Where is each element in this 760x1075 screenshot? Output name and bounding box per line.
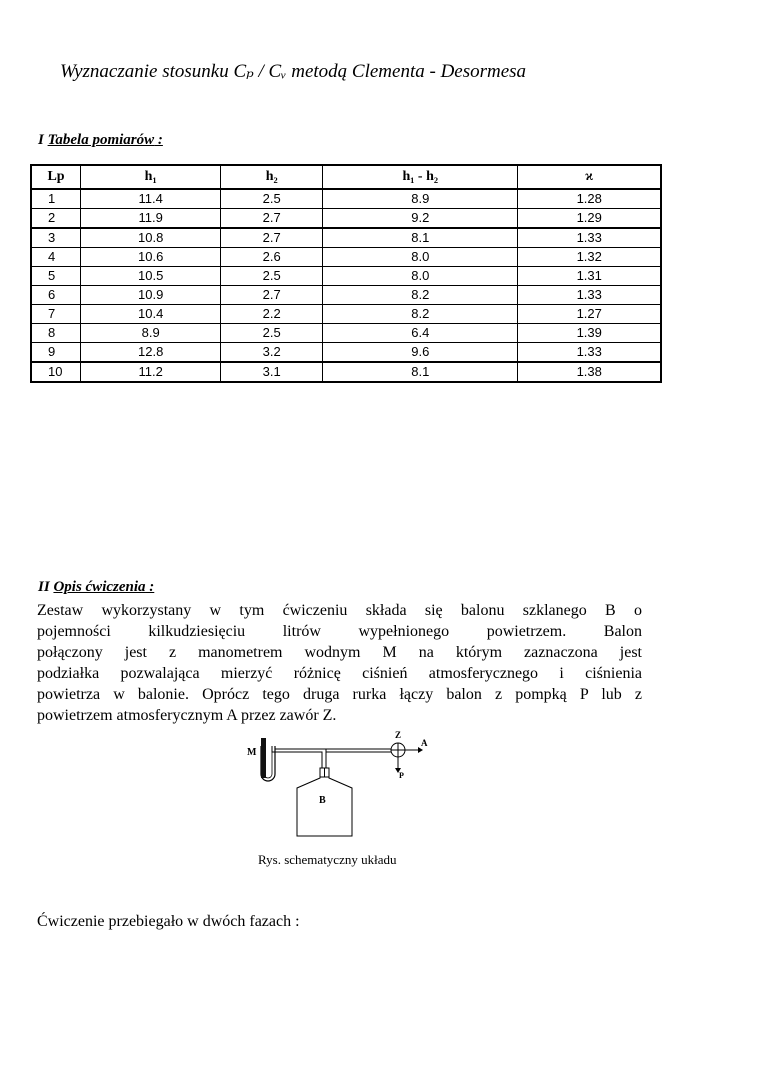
cell-h2: 2.5 bbox=[221, 324, 323, 343]
cell-kappa: 1.32 bbox=[518, 248, 661, 267]
section-number: II bbox=[38, 579, 50, 595]
label-b: B bbox=[319, 795, 326, 806]
cell-diff: 8.2 bbox=[323, 286, 518, 305]
cell-diff: 6.4 bbox=[323, 324, 518, 343]
cell-h2: 2.6 bbox=[221, 248, 323, 267]
cell-h1: 11.4 bbox=[81, 189, 221, 209]
cell-diff: 8.1 bbox=[323, 228, 518, 248]
cell-h2: 3.1 bbox=[221, 362, 323, 382]
description-line: powietrzem atmosferycznym A przez zawór Z. bbox=[37, 707, 337, 724]
section-heading-description bbox=[38, 579, 154, 596]
cell-kappa: 1.38 bbox=[518, 362, 661, 382]
section-number: I bbox=[38, 132, 44, 148]
cell-h1: 10.9 bbox=[81, 286, 221, 305]
description-line: podziałka pozwalająca mierzyć różnicę ciśnień atmosferycznego i ciśnienia bbox=[37, 665, 642, 682]
cell-h1: 11.2 bbox=[81, 362, 221, 382]
cell-diff: 8.0 bbox=[323, 248, 518, 267]
label-z: Z bbox=[395, 730, 402, 740]
cell-diff: 9.6 bbox=[323, 343, 518, 363]
measurements-table bbox=[30, 164, 662, 383]
cell-diff: 8.0 bbox=[323, 267, 518, 286]
table-row bbox=[31, 362, 661, 382]
column-header-lp: Lp bbox=[31, 165, 81, 189]
page-title: Wyznaczanie stosunku Cₚ / Cᵥ metodą Clementa - Desormesa bbox=[60, 61, 527, 82]
cell-kappa: 1.27 bbox=[518, 305, 661, 324]
cell-h2: 2.5 bbox=[221, 189, 323, 209]
cell-lp: 8 bbox=[31, 324, 81, 343]
cell-diff: 9.2 bbox=[323, 209, 518, 229]
cell-kappa: 1.33 bbox=[518, 343, 661, 363]
section-title: Tabela pomiarów bbox=[47, 132, 155, 148]
cell-lp: 1 bbox=[31, 189, 81, 209]
section-colon: : bbox=[145, 579, 155, 595]
table-row bbox=[31, 209, 661, 229]
cell-h2: 2.7 bbox=[221, 228, 323, 248]
section-title: Opis ćwiczenia bbox=[53, 579, 146, 595]
cell-h2: 2.5 bbox=[221, 267, 323, 286]
cell-kappa: 1.33 bbox=[518, 286, 661, 305]
cell-diff: 8.1 bbox=[323, 362, 518, 382]
table-row bbox=[31, 286, 661, 305]
apparatus-schematic bbox=[240, 728, 440, 840]
cell-h2: 2.2 bbox=[221, 305, 323, 324]
cell-lp: 7 bbox=[31, 305, 81, 324]
cell-diff: 8.2 bbox=[323, 305, 518, 324]
cell-h2: 3.2 bbox=[221, 343, 323, 363]
cell-lp: 9 bbox=[31, 343, 81, 363]
cell-h1: 10.5 bbox=[81, 267, 221, 286]
section-heading-measurements bbox=[38, 132, 163, 149]
cell-lp: 10 bbox=[31, 362, 81, 382]
table-header-row bbox=[31, 165, 661, 189]
cell-h1: 10.8 bbox=[81, 228, 221, 248]
description-line: połączony jest z manometrem wodnym M na którym zaznaczona jest bbox=[37, 644, 642, 661]
column-header-h1-minus-h2: h₁ - h₂ bbox=[323, 165, 518, 189]
table-row bbox=[31, 228, 661, 248]
cell-diff: 8.9 bbox=[323, 189, 518, 209]
table-row bbox=[31, 267, 661, 286]
description-line: powietrza w balonie. Oprócz tego druga rurka łączy balon z pompką P lub z bbox=[37, 686, 642, 703]
cell-kappa: 1.29 bbox=[518, 209, 661, 229]
table-row bbox=[31, 324, 661, 343]
label-a: A bbox=[421, 738, 428, 748]
description-line: pojemności kilkudziesięciu litrów wypełnionego powietrzem. Balon bbox=[37, 623, 642, 640]
cell-h1: 10.4 bbox=[81, 305, 221, 324]
column-header-h2: h₂ bbox=[221, 165, 323, 189]
cell-kappa: 1.28 bbox=[518, 189, 661, 209]
phases-text: Ćwiczenie przebiegało w dwóch fazach : bbox=[37, 913, 300, 930]
description-line: Zestaw wykorzystany w tym ćwiczeniu składa się balonu szklanego B o bbox=[37, 602, 642, 619]
cell-kappa: 1.33 bbox=[518, 228, 661, 248]
table-row bbox=[31, 248, 661, 267]
cell-h1: 11.9 bbox=[81, 209, 221, 229]
column-header-h1: h₁ bbox=[81, 165, 221, 189]
cell-lp: 2 bbox=[31, 209, 81, 229]
table-row bbox=[31, 343, 661, 363]
label-p: P bbox=[399, 771, 404, 780]
cell-kappa: 1.39 bbox=[518, 324, 661, 343]
section-colon: : bbox=[154, 132, 163, 148]
label-m: M bbox=[247, 747, 257, 758]
manometer-liquid bbox=[261, 738, 266, 778]
description-paragraph bbox=[37, 600, 642, 726]
cell-h1: 10.6 bbox=[81, 248, 221, 267]
figure-caption: Rys. schematyczny układu bbox=[258, 852, 397, 867]
cell-h2: 2.7 bbox=[221, 209, 323, 229]
table-row bbox=[31, 305, 661, 324]
cell-lp: 3 bbox=[31, 228, 81, 248]
cell-kappa: 1.31 bbox=[518, 267, 661, 286]
cell-h1: 12.8 bbox=[81, 343, 221, 363]
cell-h2: 2.7 bbox=[221, 286, 323, 305]
cell-lp: 5 bbox=[31, 267, 81, 286]
table-row bbox=[31, 189, 661, 209]
cell-lp: 4 bbox=[31, 248, 81, 267]
cell-h1: 8.9 bbox=[81, 324, 221, 343]
column-header-kappa: ϰ bbox=[518, 165, 661, 189]
cell-lp: 6 bbox=[31, 286, 81, 305]
